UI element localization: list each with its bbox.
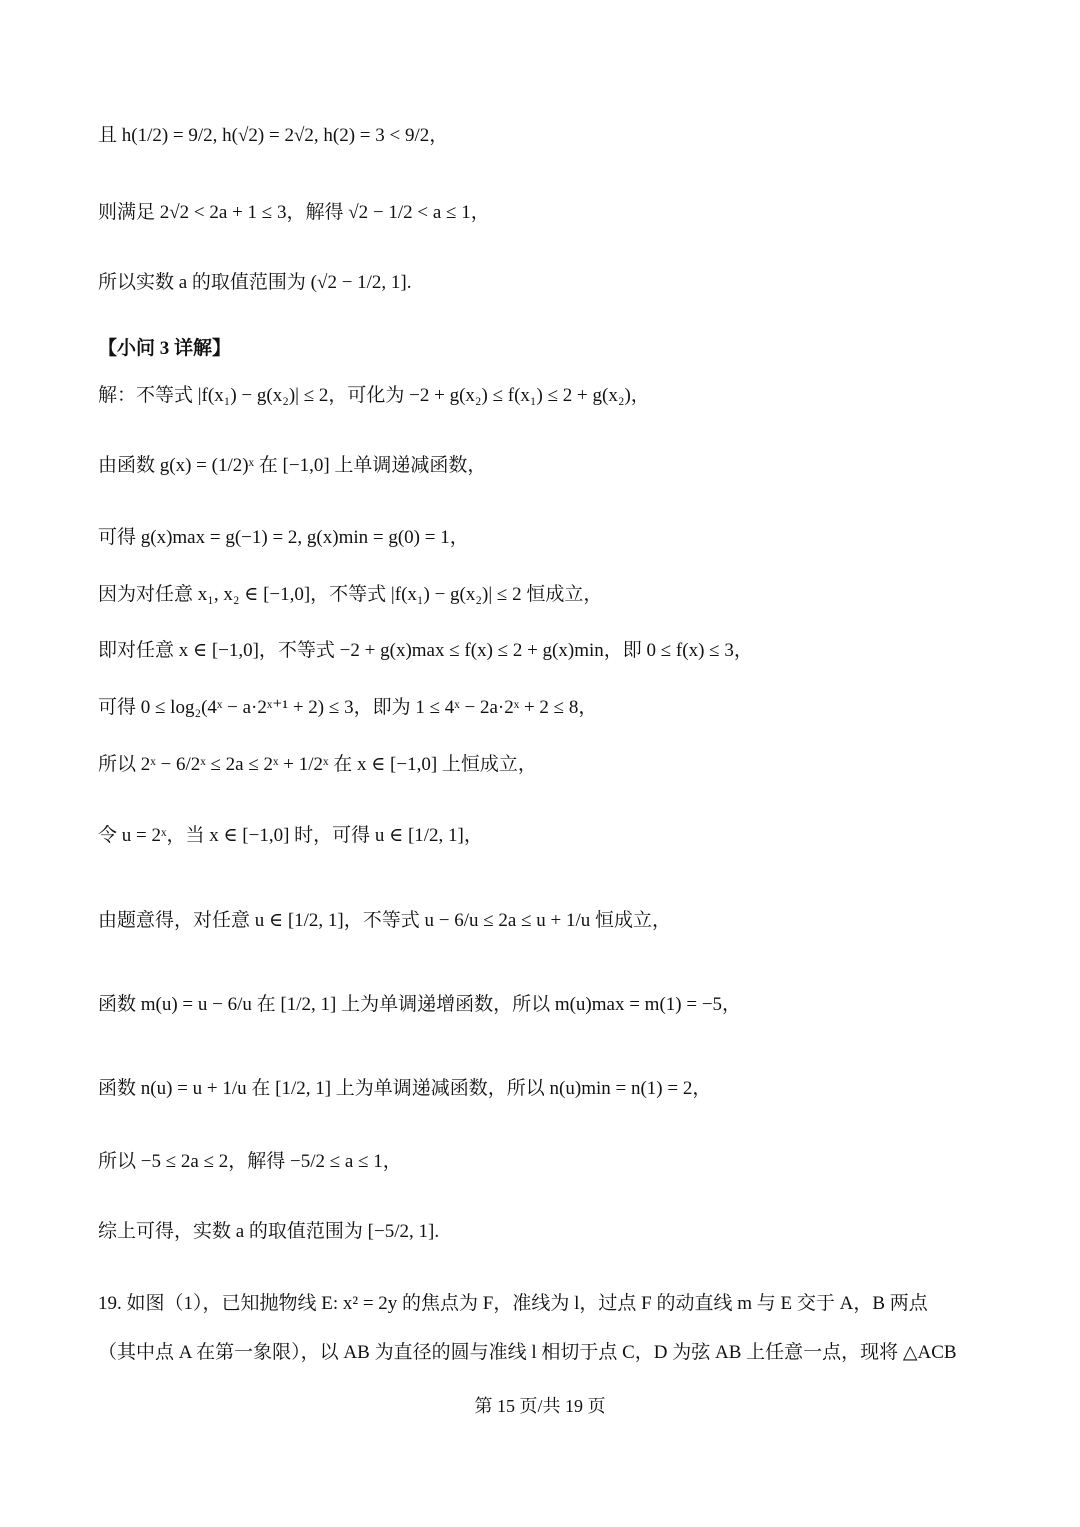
line-text: 所以 2ˣ − 6/2ˣ ≤ 2a ≤ 2ˣ + 1/2ˣ 在 x ∈ [−1,0] 上恒成立，: [98, 754, 537, 775]
page-footer: 第 15 页/共 19 页: [474, 1396, 606, 1416]
text-line-4: [98, 386, 1010, 405]
line-text: 由函数 g(x) = (1/2)ˣ 在 [−1,0] 上单调递减函数，: [98, 455, 487, 476]
text-line-15: [98, 1152, 1010, 1171]
line-text: 所以实数 a 的取值范围为 (√2 − 1/2, 1].: [98, 272, 412, 293]
problem-19-line-1: [98, 1294, 1010, 1313]
heading-text: 【小问 3 详解】: [98, 338, 232, 359]
text-line-3: [98, 273, 1010, 292]
text-line-16: [98, 1222, 1010, 1241]
line-text: 解：不等式 |f(x₁) − g(x₂)| ≤ 2，可化为 −2 + g(x₂) ≤ f(x₁) ≤ 2 + g(x₂)，: [98, 385, 650, 406]
line-text: 所以 −5 ≤ 2a ≤ 2，解得 −5/2 ≤ a ≤ 1，: [98, 1151, 402, 1172]
text-line-7: [98, 585, 1010, 604]
line-text: 由题意得，对任意 u ∈ [1/2, 1]，不等式 u − 6/u ≤ 2a ≤ u + 1/u 恒成立，: [98, 910, 672, 931]
text-line-6: [98, 528, 1010, 547]
text-line-1: [98, 126, 1010, 145]
line-text: 综上可得，实数 a 的取值范围为 [−5/2, 1].: [98, 1221, 440, 1242]
line-text: 因为对任意 x₁, x₂ ∈ [−1,0]，不等式 |f(x₁) − g(x₂)| ≤ 2 恒成立，: [98, 584, 603, 605]
line-text: 则满足 2√2 < 2a + 1 ≤ 3，解得 √2 − 1/2 < a ≤ 1，: [98, 202, 490, 223]
line-text: 且 h(1/2) = 9/2, h(√2) = 2√2, h(2) = 3 < 9/2，: [98, 125, 449, 146]
line-text: 函数 m(u) = u − 6/u 在 [1/2, 1] 上为单调递增函数，所以 m(u)max = m(1) = −5，: [98, 994, 742, 1015]
text-line-8: [98, 641, 1010, 660]
line-text: 可得 g(x)max = g(−1) = 2, g(x)min = g(0) = 1，: [98, 527, 469, 548]
line-text: 函数 n(u) = u + 1/u 在 [1/2, 1] 上为单调递减函数，所以 n(u)min = n(1) = 2，: [98, 1078, 712, 1099]
text-line-14: [98, 1079, 1010, 1098]
text-line-9: [98, 698, 1010, 717]
text-line-11: [98, 826, 1010, 845]
line-text: 即对任意 x ∈ [−1,0]，不等式 −2 + g(x)max ≤ f(x) ≤ 2 + g(x)min，即 0 ≤ f(x) ≤ 3，: [98, 640, 753, 661]
line-text: 19. 如图（1），已知抛物线 E: x² = 2y 的焦点为 F，准线为 l，过点 F 的动直线 m 与 E 交于 A，B 两点: [98, 1293, 928, 1314]
line-text: 令 u = 2ˣ，当 x ∈ [−1,0] 时，可得 u ∈ [1/2, 1]，: [98, 825, 483, 846]
text-line-2: [98, 203, 1010, 222]
text-line-5: [98, 456, 1010, 475]
line-text: 可得 0 ≤ log₂(4ˣ − a·2ˣ⁺¹ + 2) ≤ 3，即为 1 ≤ 4ˣ − 2a·2ˣ + 2 ≤ 8，: [98, 697, 598, 718]
line-text: （其中点 A 在第一象限），以 AB 为直径的圆与准线 l 相切于点 C，D 为弦 AB 上任意一点，现将 △ACB: [98, 1342, 957, 1363]
section-heading: [98, 339, 1010, 358]
text-line-12: [98, 911, 1010, 930]
problem-19-line-2: [98, 1343, 1010, 1362]
text-line-13: [98, 995, 1010, 1014]
text-line-10: [98, 755, 1010, 774]
